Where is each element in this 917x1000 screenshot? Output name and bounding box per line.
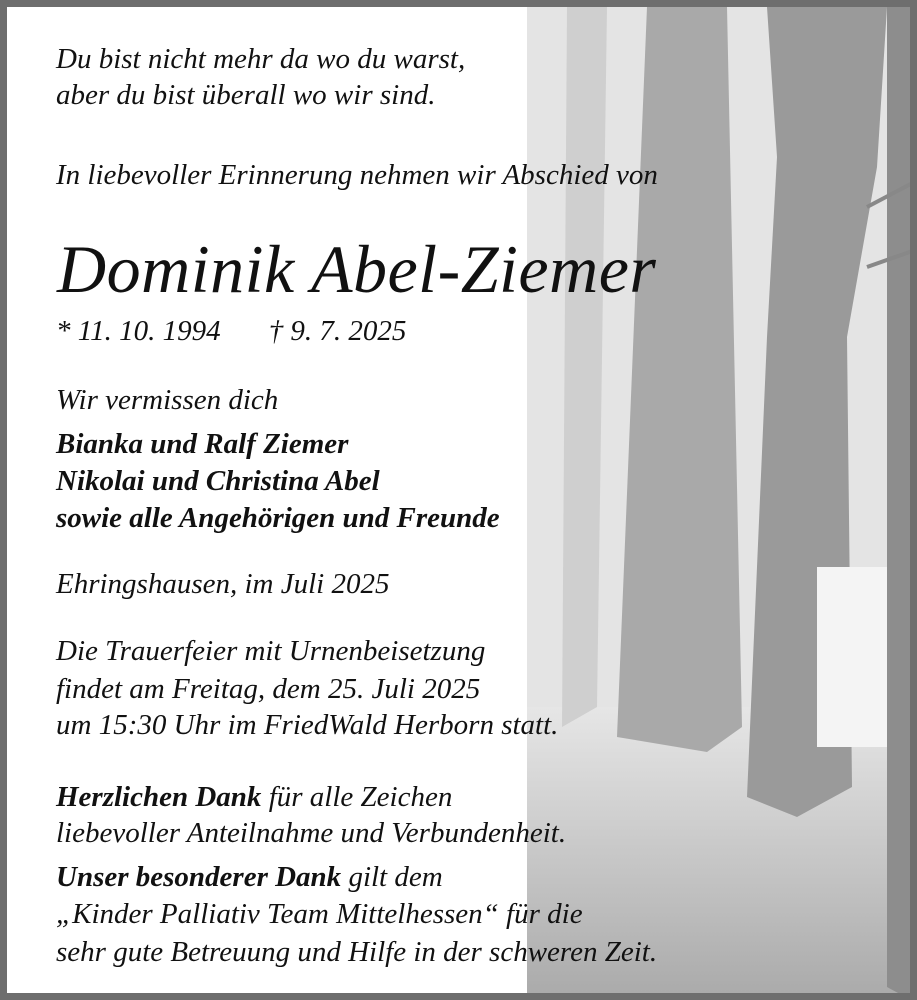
thanks-text: für alle Zeichen [261, 781, 453, 813]
special-thanks-line [56, 863, 443, 892]
death-date: † 9. 7. 2025 [268, 315, 407, 347]
mourner-line: Bianka und Ralf Ziemer [56, 428, 349, 460]
special-thanks-line: „Kinder Palliativ Team Mittelhessen“ für die [56, 898, 583, 930]
life-dates [56, 317, 406, 346]
verse-line: aber du bist überall wo wir sind. [56, 79, 436, 111]
thanks-line [56, 783, 452, 812]
ceremony-line: findet am Freitag, dem 25. Juli 2025 [56, 673, 481, 705]
special-thanks-text: gilt dem [341, 861, 443, 893]
ceremony-line: Die Trauerfeier mit Urnenbeisetzung [56, 635, 486, 667]
intro-text: In liebevoller Erinnerung nehmen wir Abschied von [56, 159, 658, 191]
thanks-bold: Herzlichen Dank [56, 781, 262, 813]
mourner-line: Nikolai und Christina Abel [56, 465, 380, 497]
special-thanks-line: sehr gute Betreuung und Hilfe in der schweren Zeit. [56, 936, 658, 968]
verse-line: Du bist nicht mehr da wo du warst, [56, 43, 466, 75]
birth-date: * 11. 10. 1994 [56, 315, 221, 347]
deceased-name: Dominik Abel-Ziemer [57, 231, 657, 307]
thanks-line: liebevoller Anteilnahme und Verbundenheit. [56, 817, 567, 849]
special-thanks-bold: Unser besonderer Dank [56, 861, 342, 893]
place-date: Ehringshausen, im Juli 2025 [56, 568, 390, 600]
miss-text: Wir vermissen dich [56, 384, 279, 416]
mourner-line: sowie alle Angehörigen und Freunde [56, 502, 500, 534]
ceremony-line: um 15:30 Uhr im FriedWald Herborn statt. [56, 709, 559, 741]
